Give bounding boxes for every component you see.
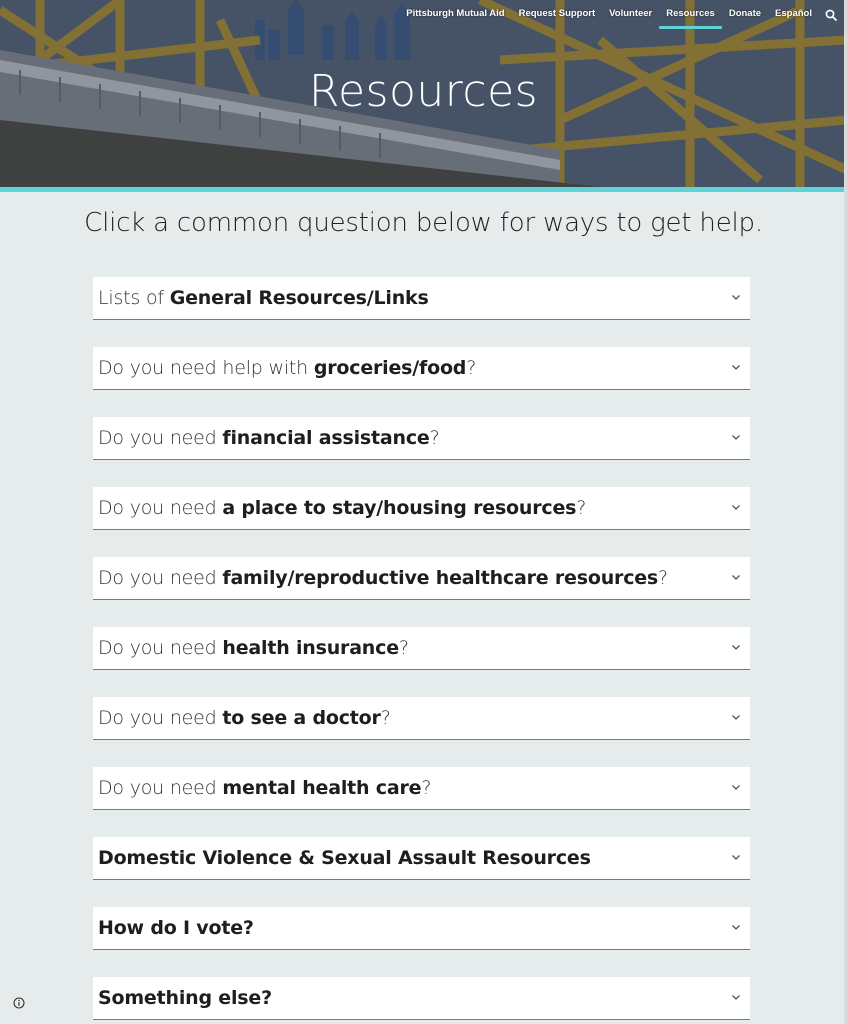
chevron-down-icon[interactable] — [731, 432, 741, 442]
accordion-item-suffix: ? — [658, 567, 668, 589]
intro-heading: Click a common question below for ways to get help. — [84, 208, 763, 238]
accordion-item-prefix: Lists of — [98, 287, 170, 309]
chevron-down-icon[interactable] — [731, 642, 741, 652]
accordion-item-label — [98, 777, 431, 799]
accordion-item-keyword: Something else? — [98, 987, 272, 1009]
accordion-item[interactable] — [93, 837, 750, 880]
nav-item-resources[interactable]: Resources — [659, 8, 722, 30]
accordion-item[interactable] — [93, 277, 750, 320]
accordion-item[interactable] — [93, 627, 750, 670]
accordion-item-keyword: groceries/food — [313, 357, 467, 379]
chevron-down-icon[interactable] — [731, 572, 741, 582]
accordion-item[interactable] — [93, 767, 750, 810]
accordion-item[interactable] — [93, 487, 750, 530]
accordion-item-prefix: Do you need — [98, 777, 223, 799]
hero-accent-rule — [0, 187, 847, 192]
accordion-item-label — [98, 637, 409, 659]
accordion-item-keyword: family/reproductive healthcare resources — [222, 567, 659, 589]
search-icon[interactable] — [825, 9, 837, 21]
accordion-item-keyword: a place to stay/housing resources — [222, 497, 577, 519]
page-title: Resources — [308, 66, 539, 117]
accordion-item-label — [98, 707, 391, 729]
accordion-item[interactable] — [93, 347, 750, 390]
accordion-item-keyword: How do I vote? — [98, 917, 254, 939]
accordion-item-keyword: health insurance — [222, 637, 399, 659]
accordion-item-label — [98, 357, 476, 379]
chevron-down-icon[interactable] — [731, 782, 741, 792]
accordion-item-label — [98, 497, 586, 519]
accordion-item[interactable] — [93, 557, 750, 600]
accordion-item-label — [98, 427, 439, 449]
chevron-down-icon[interactable] — [731, 712, 741, 722]
accordion-item-suffix: ? — [429, 427, 440, 449]
accordion-item[interactable] — [93, 697, 750, 740]
accordion-item-keyword: to see a doctor — [222, 707, 381, 729]
accordion-item-suffix: ? — [466, 357, 477, 379]
accordion-item-label — [98, 987, 272, 1009]
accordion-item-label — [98, 567, 668, 589]
accordion-item-prefix: Do you need — [98, 637, 223, 659]
nav-item-request-support[interactable]: Request Support — [518, 8, 596, 19]
accordion-item-keyword: mental health care — [222, 777, 422, 799]
chevron-down-icon[interactable] — [731, 292, 741, 302]
accordion-item-prefix: Do you need help with — [98, 357, 314, 379]
accordion-item-prefix: Do you need — [98, 497, 223, 519]
accordion-item-keyword: financial assistance — [222, 427, 430, 449]
nav-item-volunteer[interactable]: Volunteer — [609, 8, 653, 19]
chevron-down-icon[interactable] — [731, 502, 741, 512]
accordion-item[interactable] — [93, 977, 750, 1020]
nav-item-espanol[interactable]: Español — [775, 8, 812, 19]
accordion-item-suffix: ? — [576, 497, 587, 519]
chevron-down-icon[interactable] — [731, 922, 741, 932]
accordion-item-prefix: Do you need — [98, 427, 223, 449]
info-icon[interactable] — [13, 997, 25, 1009]
accordion-item-keyword: General Resources/Links — [169, 287, 429, 309]
chevron-down-icon[interactable] — [731, 852, 741, 862]
accordion-item-suffix: ? — [421, 777, 432, 799]
nav-item-donate[interactable]: Donate — [728, 8, 762, 19]
nav-item-pittsburgh-mutual-aid[interactable]: Pittsburgh Mutual Aid — [406, 8, 505, 19]
chevron-down-icon[interactable] — [731, 992, 741, 1002]
accordion-item-suffix: ? — [398, 637, 409, 659]
chevron-down-icon[interactable] — [731, 362, 741, 372]
accordion-item[interactable] — [93, 907, 750, 950]
top-nav — [399, 8, 837, 30]
accordion-item-keyword: Domestic Violence & Sexual Assault Resources — [98, 847, 591, 869]
accordion-item-label — [98, 917, 254, 939]
accordion-item-label — [98, 287, 429, 309]
accordion-item-prefix: Do you need — [98, 567, 223, 589]
accordion-item[interactable] — [93, 417, 750, 460]
accordion-item-prefix: Do you need — [98, 707, 223, 729]
accordion-item-label — [98, 847, 591, 869]
accordion-item-suffix: ? — [380, 707, 391, 729]
